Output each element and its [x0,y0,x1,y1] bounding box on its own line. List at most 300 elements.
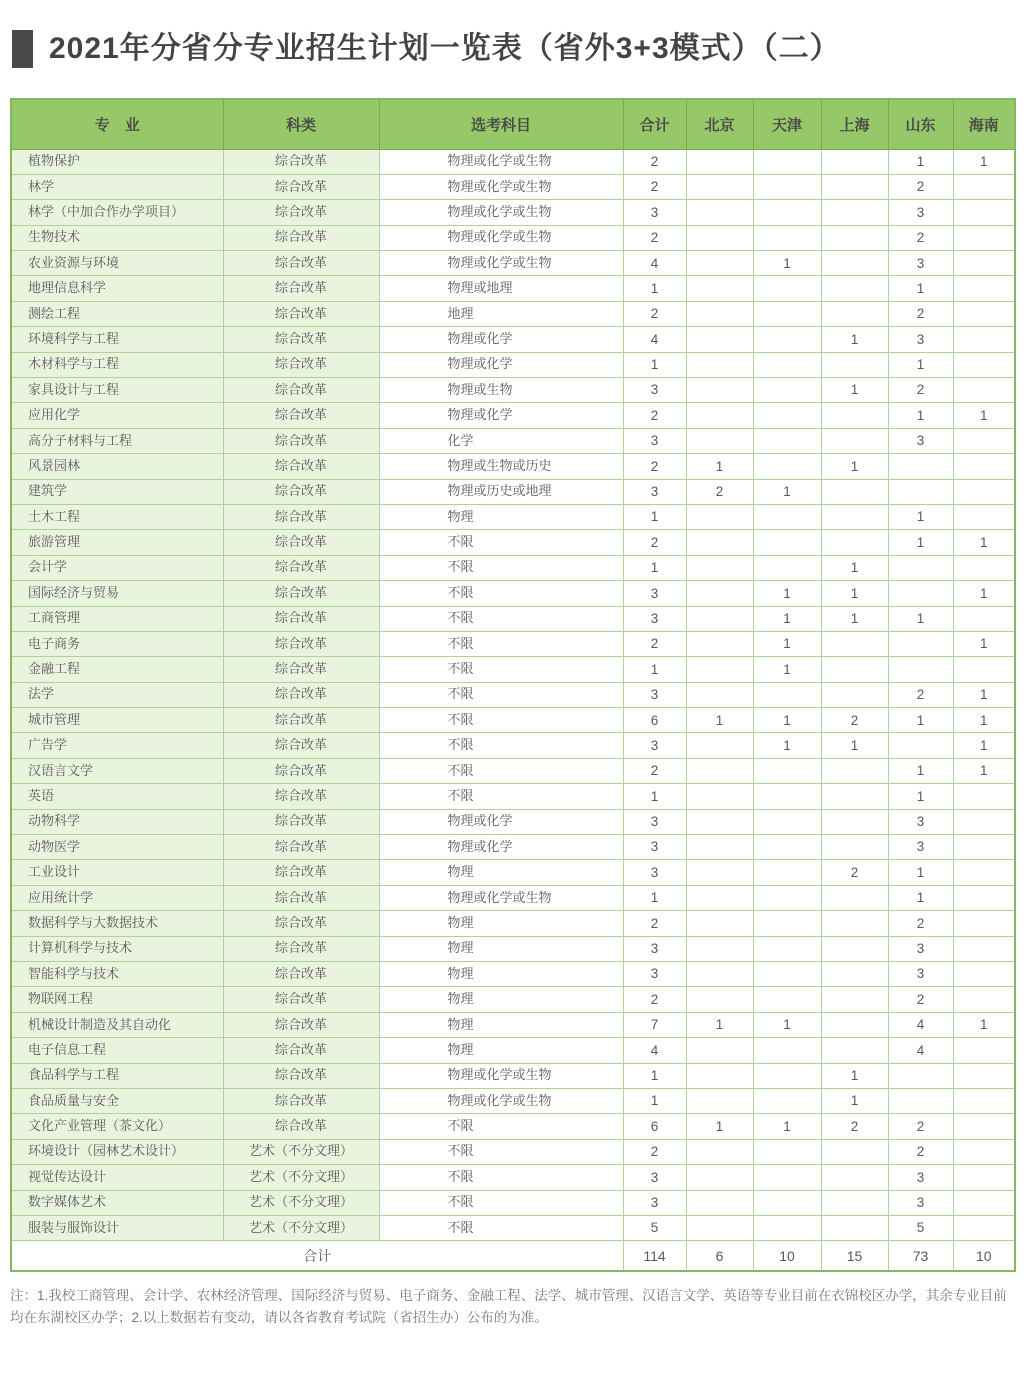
cell-category: 综合改革 [223,885,379,910]
cell-category: 综合改革 [223,174,379,199]
cell-shandong: 3 [888,809,953,834]
cell-major: 国际经济与贸易 [11,581,223,606]
cell-tianjin [753,860,821,885]
cell-total: 3 [623,1190,686,1215]
cell-total: 2 [623,530,686,555]
cell-hainan [953,962,1015,987]
cell-category: 综合改革 [223,454,379,479]
cell-hainan [953,784,1015,809]
cell-category: 综合改革 [223,581,379,606]
cell-beijing [686,936,753,961]
cell-major: 智能科学与技术 [11,962,223,987]
cell-total: 1 [623,1063,686,1088]
cell-subjects: 物理 [379,962,623,987]
table-row [11,225,1015,250]
cell-hainan [953,606,1015,631]
cell-beijing [686,1063,753,1088]
cell-tianjin [753,784,821,809]
cell-beijing [686,251,753,276]
table-row [11,682,1015,707]
cell-beijing: 1 [686,708,753,733]
cell-beijing [686,276,753,301]
table-row [11,962,1015,987]
column-header: 专 业 [11,99,223,149]
cell-shanghai: 2 [821,1114,888,1139]
table-row [11,835,1015,860]
cell-subjects: 不限 [379,1215,623,1240]
cell-beijing [686,1139,753,1164]
cell-shandong: 1 [888,784,953,809]
cell-total: 5 [623,1215,686,1240]
cell-major: 生物技术 [11,225,223,250]
cell-category: 综合改革 [223,301,379,326]
cell-shandong [888,479,953,504]
total-label: 合计 [11,1241,623,1271]
cell-beijing [686,606,753,631]
cell-subjects: 物理 [379,1012,623,1037]
cell-major: 食品质量与安全 [11,1088,223,1113]
column-header: 合计 [623,99,686,149]
cell-shanghai [821,682,888,707]
cell-subjects: 物理或化学或生物 [379,251,623,276]
cell-tianjin [753,911,821,936]
cell-category: 艺术（不分文理） [223,1190,379,1215]
cell-total: 1 [623,1088,686,1113]
cell-hainan [953,1088,1015,1113]
cell-major: 旅游管理 [11,530,223,555]
cell-beijing [686,225,753,250]
cell-category: 综合改革 [223,657,379,682]
cell-beijing [686,733,753,758]
cell-category: 综合改革 [223,327,379,352]
cell-shandong: 3 [888,835,953,860]
table-row [11,378,1015,403]
cell-total: 6 [623,708,686,733]
cell-tianjin [753,149,821,174]
cell-hainan [953,301,1015,326]
cell-subjects: 物理或地理 [379,276,623,301]
cell-category: 综合改革 [223,1038,379,1063]
cell-category: 综合改革 [223,1088,379,1113]
cell-shandong: 3 [888,1165,953,1190]
cell-subjects: 不限 [379,733,623,758]
cell-major: 林学 [11,174,223,199]
total-beijing: 6 [686,1241,753,1271]
cell-hainan [953,835,1015,860]
cell-subjects: 物理或化学或生物 [379,174,623,199]
cell-category: 综合改革 [223,276,379,301]
cell-shandong [888,733,953,758]
cell-major: 食品科学与工程 [11,1063,223,1088]
cell-subjects: 不限 [379,708,623,733]
cell-hainan [953,327,1015,352]
cell-subjects: 不限 [379,758,623,783]
cell-major: 文化产业管理（茶文化） [11,1114,223,1139]
cell-category: 综合改革 [223,682,379,707]
cell-tianjin: 1 [753,1114,821,1139]
cell-beijing [686,174,753,199]
cell-shandong: 1 [888,606,953,631]
table-row [11,809,1015,834]
cell-category: 综合改革 [223,631,379,656]
cell-total: 3 [623,860,686,885]
cell-hainan: 1 [953,682,1015,707]
cell-category: 综合改革 [223,378,379,403]
cell-shanghai [821,276,888,301]
cell-total: 3 [623,1165,686,1190]
cell-category: 综合改革 [223,428,379,453]
cell-hainan [953,1038,1015,1063]
table-row [11,987,1015,1012]
cell-subjects: 不限 [379,1190,623,1215]
column-header: 科类 [223,99,379,149]
cell-total: 1 [623,885,686,910]
cell-subjects: 物理或化学或生物 [379,225,623,250]
cell-subjects: 物理或化学 [379,809,623,834]
cell-beijing [686,657,753,682]
cell-major: 测绘工程 [11,301,223,326]
cell-shanghai [821,885,888,910]
cell-major: 动物医学 [11,835,223,860]
cell-shandong: 3 [888,327,953,352]
cell-major: 工业设计 [11,860,223,885]
table-row [11,200,1015,225]
cell-hainan: 1 [953,631,1015,656]
column-header: 天津 [753,99,821,149]
cell-total: 2 [623,225,686,250]
table-row [11,606,1015,631]
cell-subjects: 不限 [379,530,623,555]
cell-beijing [686,1165,753,1190]
cell-shandong: 2 [888,1114,953,1139]
cell-beijing [686,428,753,453]
cell-major: 应用统计学 [11,885,223,910]
column-header: 山东 [888,99,953,149]
table-row [11,1139,1015,1164]
cell-subjects: 物理或生物 [379,378,623,403]
cell-subjects: 物理 [379,860,623,885]
cell-shandong: 3 [888,962,953,987]
cell-tianjin [753,174,821,199]
cell-total: 3 [623,378,686,403]
cell-category: 综合改革 [223,962,379,987]
cell-beijing [686,860,753,885]
cell-tianjin [753,530,821,555]
column-header: 北京 [686,99,753,149]
cell-shandong: 3 [888,428,953,453]
cell-total: 4 [623,1038,686,1063]
cell-shandong: 5 [888,1215,953,1240]
cell-shanghai: 1 [821,1063,888,1088]
cell-tianjin [753,225,821,250]
cell-major: 农业资源与环境 [11,251,223,276]
cell-tianjin: 1 [753,606,821,631]
cell-hainan [953,174,1015,199]
cell-shandong [888,631,953,656]
cell-shanghai: 1 [821,581,888,606]
cell-category: 综合改革 [223,530,379,555]
cell-subjects: 物理或化学 [379,835,623,860]
cell-hainan [953,504,1015,529]
cell-tianjin [753,378,821,403]
cell-tianjin [753,301,821,326]
cell-beijing [686,378,753,403]
cell-shanghai [821,1139,888,1164]
cell-major: 家具设计与工程 [11,378,223,403]
cell-shanghai [821,784,888,809]
cell-total: 2 [623,911,686,936]
table-row [11,479,1015,504]
cell-subjects: 不限 [379,1165,623,1190]
cell-category: 综合改革 [223,504,379,529]
cell-beijing [686,911,753,936]
cell-hainan [953,1215,1015,1240]
cell-tianjin: 1 [753,733,821,758]
cell-shandong: 3 [888,251,953,276]
cell-subjects: 物理 [379,911,623,936]
cell-hainan: 1 [953,403,1015,428]
cell-subjects: 物理或化学或生物 [379,1088,623,1113]
cell-subjects: 不限 [379,555,623,580]
cell-shandong: 2 [888,987,953,1012]
cell-hainan [953,885,1015,910]
cell-shandong [888,581,953,606]
cell-beijing: 2 [686,479,753,504]
cell-total: 2 [623,301,686,326]
cell-tianjin: 1 [753,251,821,276]
cell-subjects: 不限 [379,657,623,682]
cell-total: 1 [623,352,686,377]
cell-major: 建筑学 [11,479,223,504]
cell-hainan: 1 [953,758,1015,783]
table-row [11,555,1015,580]
admission-plan-table [10,98,1016,1272]
cell-major: 植物保护 [11,149,223,174]
cell-category: 综合改革 [223,555,379,580]
cell-beijing [686,403,753,428]
cell-shandong: 3 [888,200,953,225]
cell-category: 综合改革 [223,758,379,783]
cell-shandong: 4 [888,1038,953,1063]
cell-subjects: 物理或化学 [379,403,623,428]
cell-total: 2 [623,149,686,174]
cell-hainan [953,428,1015,453]
cell-beijing [686,784,753,809]
cell-category: 综合改革 [223,835,379,860]
table-row [11,1088,1015,1113]
cell-shandong: 2 [888,174,953,199]
cell-subjects: 物理或化学或生物 [379,149,623,174]
cell-subjects: 物理 [379,936,623,961]
cell-total: 1 [623,276,686,301]
cell-tianjin [753,682,821,707]
cell-category: 综合改革 [223,1012,379,1037]
cell-tianjin [753,276,821,301]
cell-hainan [953,352,1015,377]
cell-category: 综合改革 [223,860,379,885]
cell-subjects: 物理或化学 [379,352,623,377]
cell-total: 3 [623,581,686,606]
cell-subjects: 化学 [379,428,623,453]
cell-category: 综合改革 [223,809,379,834]
cell-shanghai: 1 [821,378,888,403]
cell-tianjin [753,1215,821,1240]
cell-major: 土木工程 [11,504,223,529]
cell-total: 1 [623,504,686,529]
cell-shandong: 2 [888,911,953,936]
cell-category: 综合改革 [223,708,379,733]
cell-beijing [686,1190,753,1215]
cell-beijing [686,835,753,860]
table-row [11,1114,1015,1139]
table-row [11,758,1015,783]
cell-hainan [953,860,1015,885]
table-row [11,1038,1015,1063]
cell-category: 综合改革 [223,1114,379,1139]
cell-shandong: 1 [888,860,953,885]
table-row [11,581,1015,606]
cell-category: 综合改革 [223,911,379,936]
cell-category: 综合改革 [223,1063,379,1088]
cell-shandong: 3 [888,936,953,961]
cell-total: 2 [623,631,686,656]
cell-total: 3 [623,606,686,631]
cell-beijing: 1 [686,1012,753,1037]
cell-shanghai: 1 [821,454,888,479]
cell-tianjin [753,1139,821,1164]
cell-hainan: 1 [953,1012,1015,1037]
cell-shandong [888,1063,953,1088]
cell-subjects: 不限 [379,1114,623,1139]
cell-tianjin [753,454,821,479]
cell-beijing [686,1215,753,1240]
cell-subjects: 不限 [379,606,623,631]
table-row [11,733,1015,758]
table-row [11,454,1015,479]
cell-shanghai [821,911,888,936]
cell-shanghai: 2 [821,860,888,885]
cell-shanghai [821,657,888,682]
table-row [11,784,1015,809]
table-row [11,1165,1015,1190]
cell-total: 1 [623,555,686,580]
cell-beijing [686,352,753,377]
cell-beijing [686,885,753,910]
cell-tianjin [753,327,821,352]
cell-hainan [953,1063,1015,1088]
total-hainan: 10 [953,1241,1015,1271]
cell-shandong: 1 [888,276,953,301]
total-row [11,1241,1015,1271]
cell-hainan [953,479,1015,504]
cell-tianjin [753,987,821,1012]
cell-shanghai [821,428,888,453]
cell-subjects: 物理 [379,504,623,529]
cell-total: 2 [623,758,686,783]
cell-shandong [888,1088,953,1113]
cell-hainan [953,809,1015,834]
cell-total: 2 [623,987,686,1012]
cell-shandong: 1 [888,530,953,555]
total-shanghai: 15 [821,1241,888,1271]
table-row [11,911,1015,936]
cell-major: 广告学 [11,733,223,758]
cell-shandong: 2 [888,682,953,707]
cell-shanghai [821,1215,888,1240]
cell-tianjin [753,936,821,961]
cell-tianjin [753,200,821,225]
table-row [11,352,1015,377]
total-total: 114 [623,1241,686,1271]
cell-total: 4 [623,327,686,352]
page-header [12,27,1024,71]
cell-subjects: 不限 [379,581,623,606]
cell-major: 法学 [11,682,223,707]
total-tianjin: 10 [753,1241,821,1271]
cell-hainan [953,251,1015,276]
cell-tianjin [753,504,821,529]
cell-hainan [953,911,1015,936]
cell-shanghai [821,200,888,225]
cell-major: 动物科学 [11,809,223,834]
cell-major: 环境科学与工程 [11,327,223,352]
cell-shandong: 1 [888,758,953,783]
cell-tianjin: 1 [753,479,821,504]
cell-total: 2 [623,174,686,199]
cell-major: 电子信息工程 [11,1038,223,1063]
cell-shanghai [821,174,888,199]
cell-major: 林学（中加合作办学项目） [11,200,223,225]
cell-category: 艺术（不分文理） [223,1215,379,1240]
cell-major: 地理信息科学 [11,276,223,301]
cell-total: 3 [623,936,686,961]
cell-major: 数字媒体艺术 [11,1190,223,1215]
cell-shanghai [821,352,888,377]
cell-total: 3 [623,200,686,225]
cell-major: 汉语言文学 [11,758,223,783]
cell-total: 3 [623,962,686,987]
cell-major: 风景园林 [11,454,223,479]
footnotes: 注：1.我校工商管理、会计学、农林经济管理、国际经济与贸易、电子商务、金融工程、法学、城市管理、汉语言文学、英语等专业目前在衣锦校区办学，其余专业目前均在东湖校区办学；2.以上数据若有变动，请以各省教育考试院（省招生办）公布的为准。 [10,1287,1007,1325]
cell-category: 综合改革 [223,606,379,631]
cell-subjects: 不限 [379,631,623,656]
cell-tianjin [753,835,821,860]
cell-shanghai: 1 [821,1088,888,1113]
cell-shandong: 1 [888,708,953,733]
table-row [11,885,1015,910]
cell-shanghai [821,479,888,504]
cell-hainan [953,225,1015,250]
cell-tianjin [753,428,821,453]
cell-subjects: 地理 [379,301,623,326]
cell-beijing [686,1038,753,1063]
cell-tianjin [753,962,821,987]
cell-hainan [953,200,1015,225]
cell-major: 应用化学 [11,403,223,428]
cell-total: 3 [623,809,686,834]
cell-shanghai [821,504,888,529]
cell-major: 英语 [11,784,223,809]
cell-subjects: 物理 [379,987,623,1012]
title-accent-bar [12,30,33,68]
cell-beijing [686,504,753,529]
cell-tianjin: 1 [753,1012,821,1037]
cell-beijing: 1 [686,1114,753,1139]
cell-shanghai [821,1038,888,1063]
cell-shanghai [821,1165,888,1190]
cell-shandong: 4 [888,1012,953,1037]
cell-shandong [888,555,953,580]
